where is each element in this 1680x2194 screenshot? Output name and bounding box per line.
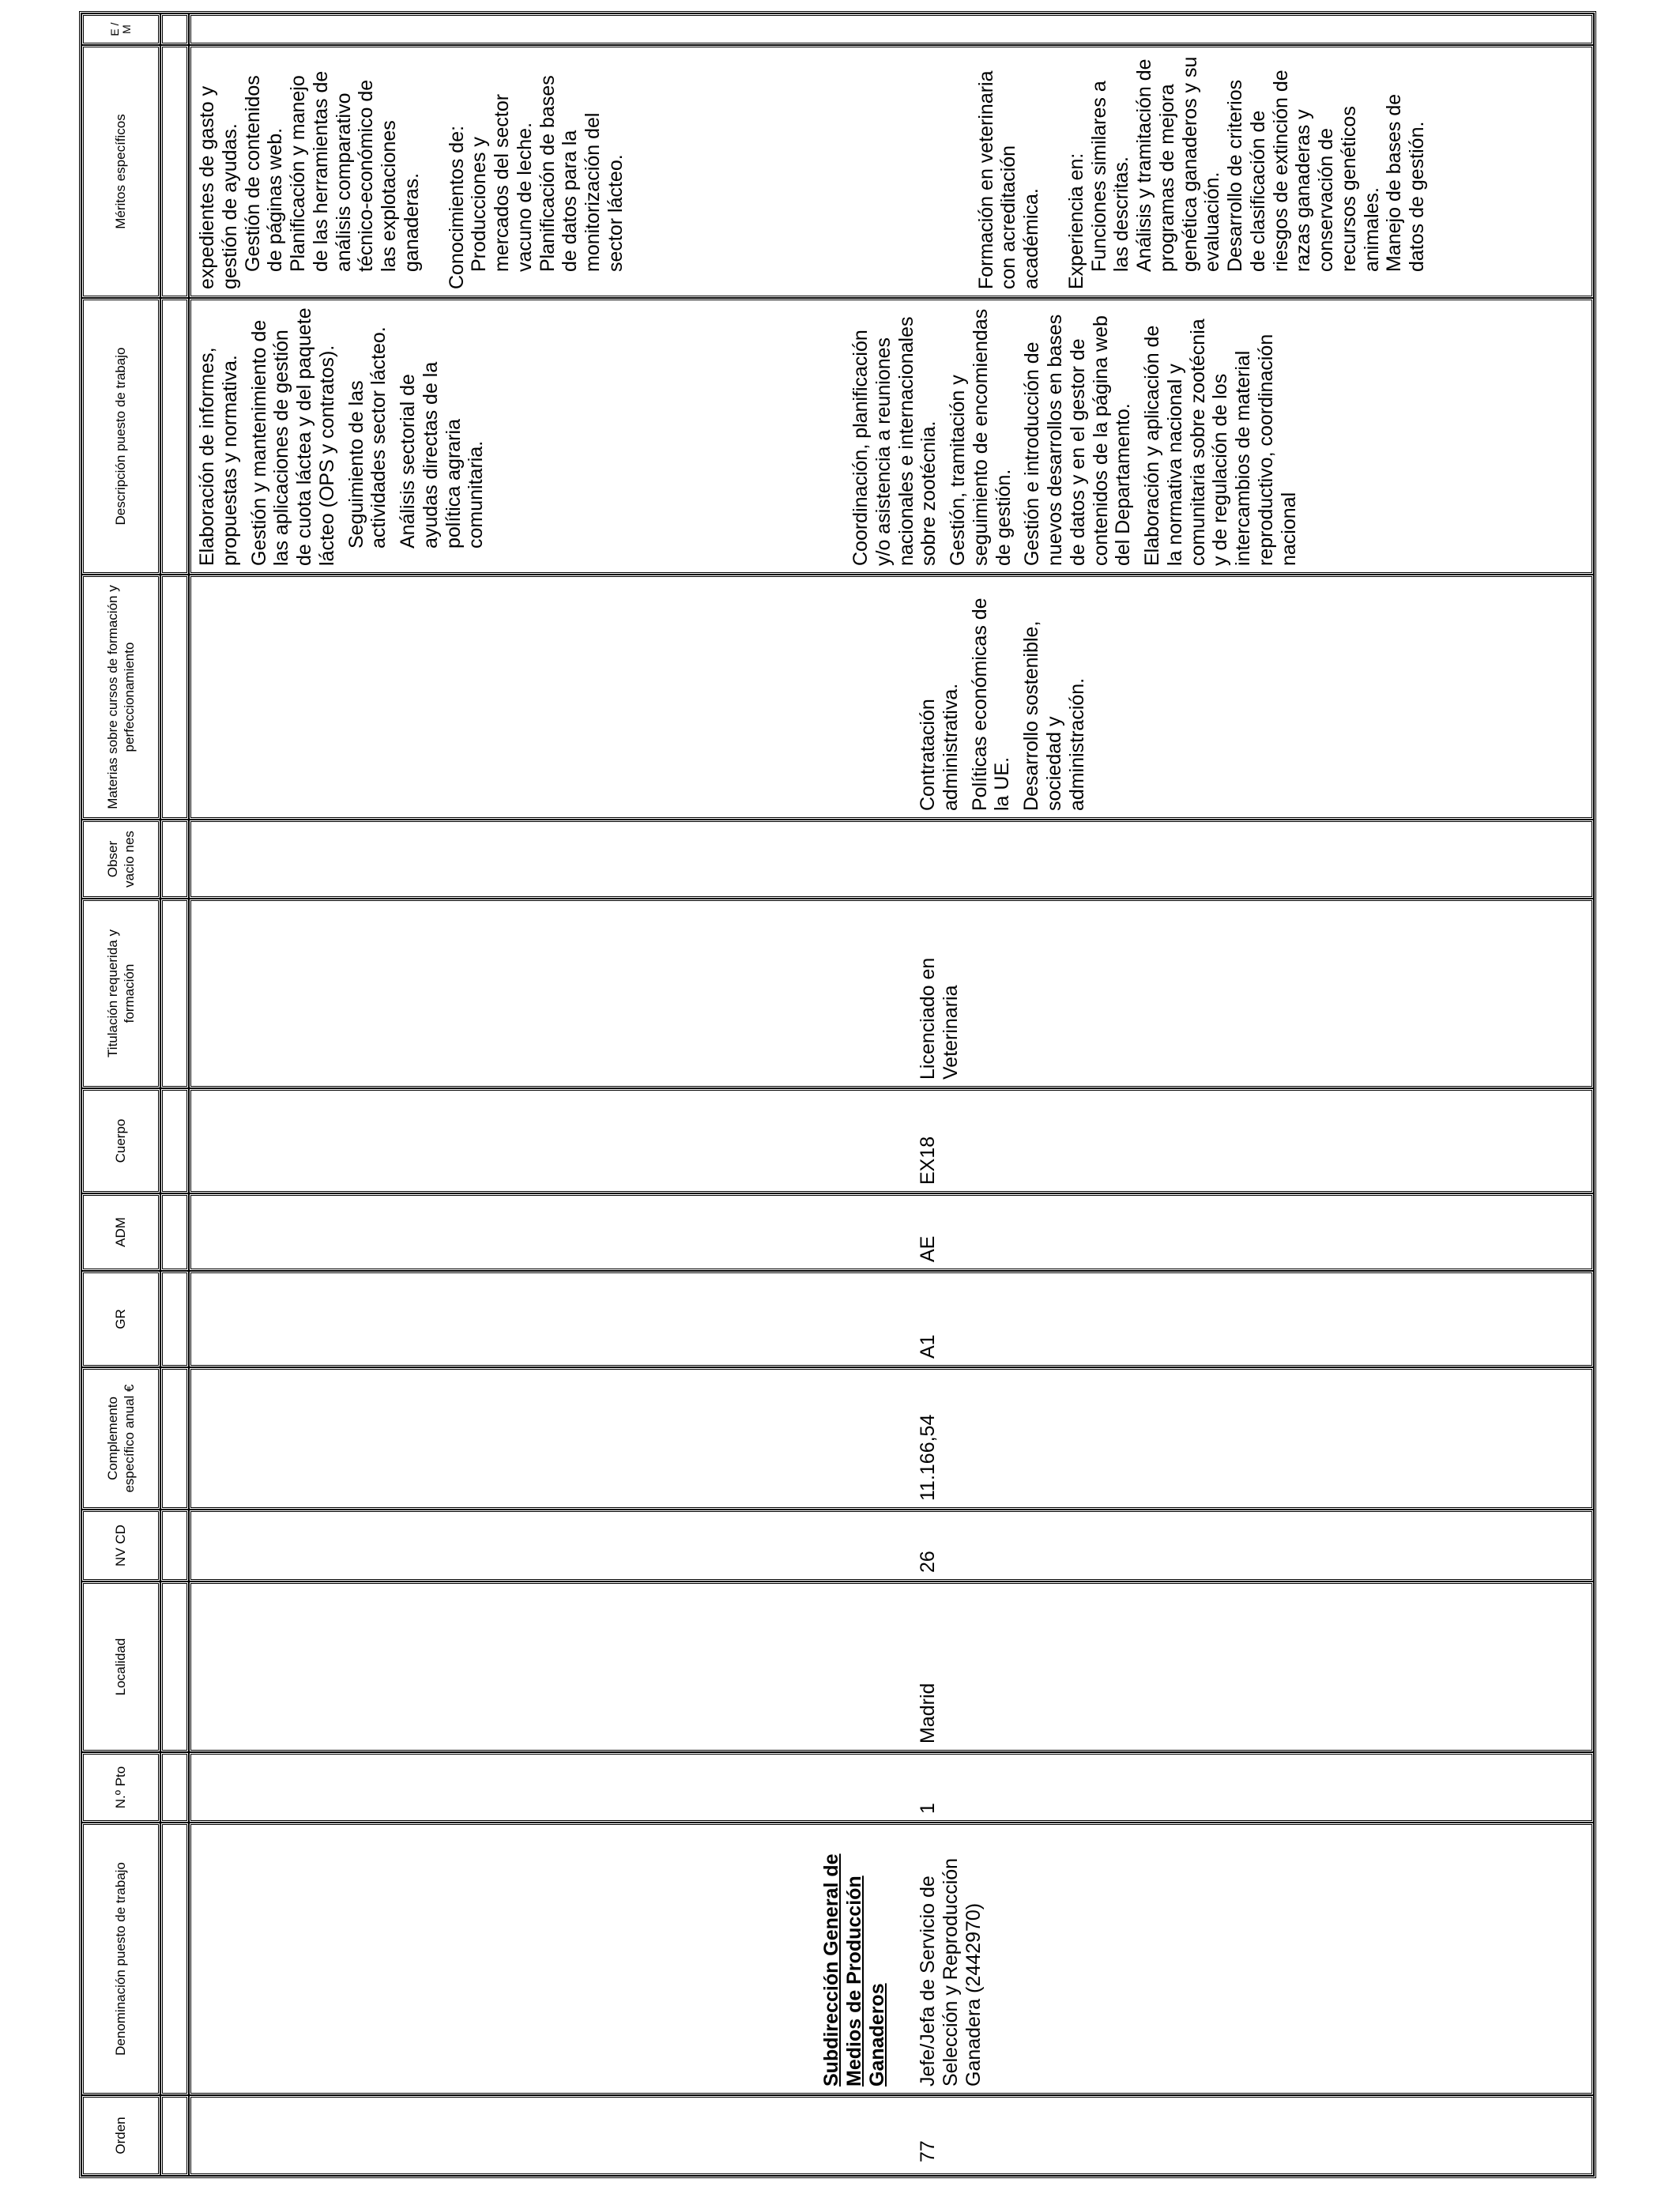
cell-descripcion [189,298,1594,575]
header-em: E / M [81,13,160,45]
header-nvcd: NV CD [81,1510,160,1581]
table-row [189,13,1594,2176]
cell-meritos [189,45,1594,298]
job-positions-table [79,11,1596,2178]
spacer-cell [160,298,189,575]
header-npto: N.º Pto [81,1752,160,1823]
descripcion-item: Gestión e introducción de nuevos desarrollos en bases de datos y en el gestor de contenidos de la página web del Departamento. [1021,314,1135,566]
descripcion-prev-item: Gestión y mantenimiento de las aplicaciones de gestión de cuota láctea y del paquete lácteo (OPS y contratos). [247,307,338,566]
header-complemento: Complemento específico anual € [81,1367,160,1510]
spacer-cell [160,1193,189,1271]
cell-npto [189,1752,1594,1823]
titulacion-value: Licenciado en Veterinaria [917,957,962,1080]
header-localidad: Localidad [81,1581,160,1752]
spacer-cell [160,1823,189,2095]
cell-gr [189,1271,1594,1367]
descripcion-item: Coordinación, planificación y/o asistencia a reuniones nacionales e internacionales sobre zootécnia. [849,316,940,566]
header-cuerpo: Cuerpo [81,1088,160,1193]
cell-observaciones [189,820,1594,899]
descripcion-prev-item: Análisis sectorial de ayudas directas de la política agraria comunitaria. [397,361,488,548]
spacer-cell [160,1088,189,1193]
localidad-value: Madrid [917,1683,939,1744]
conocimientos-label: Conocimientos de: [445,125,468,289]
spacer-cell [160,820,189,899]
cell-adm [189,1193,1594,1271]
header-materias: Materias sobre cursos de formación y perfeccionamiento [81,575,160,820]
gr-value: A1 [917,1334,939,1359]
meritos-formacion: Formación en veterinaria con acreditación académica. [974,70,1042,289]
spacer-cell [160,1510,189,1581]
denominacion-value: Jefe/Jefa de Servicio de Selección y Reproducción Ganadera (2442970) [917,1857,985,2087]
descripcion-item: Elaboración y aplicación de la normativa nacional y comunitaria sobre zootécnia y de regulación de los intercambios de material reproductivo, coordinación nacional [1141,319,1300,566]
meritos-prev-line: Gestión de contenidos de páginas web. [241,75,287,272]
header-denominacion: Denominación puesto de trabajo [81,1823,160,2095]
header-titulacion: Titulación requerida y formación [81,899,160,1088]
header-adm: ADM [81,1193,160,1271]
cell-nvcd [189,1510,1594,1581]
header-row [81,13,160,2176]
meritos-prev-line: expedientes de gasto y gestión de ayudas. [196,85,241,289]
experiencia-item: Funciones similares a las descritas. [1087,81,1133,272]
complemento-value: 11.166,54 [917,1414,939,1501]
header-gr: GR [81,1271,160,1367]
descripcion-item: Gestión, tramitación y seguimiento de encomiendas de gestión. [947,308,1015,566]
conocimiento-item: Planificación de bases de datos para la monitorización del sector lácteo. [536,75,627,272]
header-orden: Orden [81,2095,160,2176]
experiencia-label: Experiencia en: [1064,153,1087,289]
adm-value: AE [917,1235,939,1262]
header-observaciones: Obser vacio nes [81,820,160,899]
experiencia-item: Desarrollo de criterios de clasificación de riesgos de extinción de razas ganaderas y conservación de recursos genéticos animales. [1224,70,1383,272]
spacer-cell [160,1367,189,1510]
materia-item: Contratación administrativa. [917,683,962,811]
spacer-cell [160,575,189,820]
header-meritos: Méritos específicos [81,45,160,298]
cell-denominacion [189,1823,1594,2095]
section-title: Subdirección General de Medios de Producción Ganaderos [820,1853,888,2087]
spacer-cell [160,13,189,45]
descripcion-prev-item: Elaboración de informes, propuestas y normativa. [196,347,241,566]
cell-em [189,13,1594,45]
orden-value: 77 [917,2140,939,2162]
experiencia-item: Análisis y tramitación de programas de mejora genética ganaderos y su evaluación. [1133,56,1224,272]
header-descripcion: Descripción puesto de trabajo [81,298,160,575]
spacer-cell [160,1581,189,1752]
materia-item: Políticas económicas de la UE. [968,598,1014,811]
spacer-cell [160,1752,189,1823]
cell-materias [189,575,1594,820]
spacer-cell [160,2095,189,2176]
descripcion-prev-item: Seguimiento de las actividades sector lácteo. [345,326,390,548]
conocimiento-item: Producciones y mercados del sector vacuno de leche. [468,93,536,272]
nvcd-value: 26 [917,1551,939,1573]
cell-cuerpo [189,1088,1594,1193]
spacer-cell [160,45,189,298]
spacer-cell [160,899,189,1088]
experiencia-item: Manejo de bases de datos de gestión. [1383,93,1428,272]
rotated-page [79,16,1596,2178]
materia-item: Desarrollo sostenible, sociedad y administración. [1020,620,1088,811]
header-spacer-row [160,13,189,2176]
cell-complemento [189,1367,1594,1510]
meritos-prev-line: Planificación y manejo de las herramientas de análisis comparativo técnico-económico de las explotaciones ganaderas. [287,70,423,272]
cell-orden [189,2095,1594,2176]
npto-value: 1 [917,1803,939,1814]
cell-localidad [189,1581,1594,1752]
cell-titulacion [189,899,1594,1088]
cuerpo-value: EX18 [917,1136,939,1185]
spacer-cell [160,1271,189,1367]
